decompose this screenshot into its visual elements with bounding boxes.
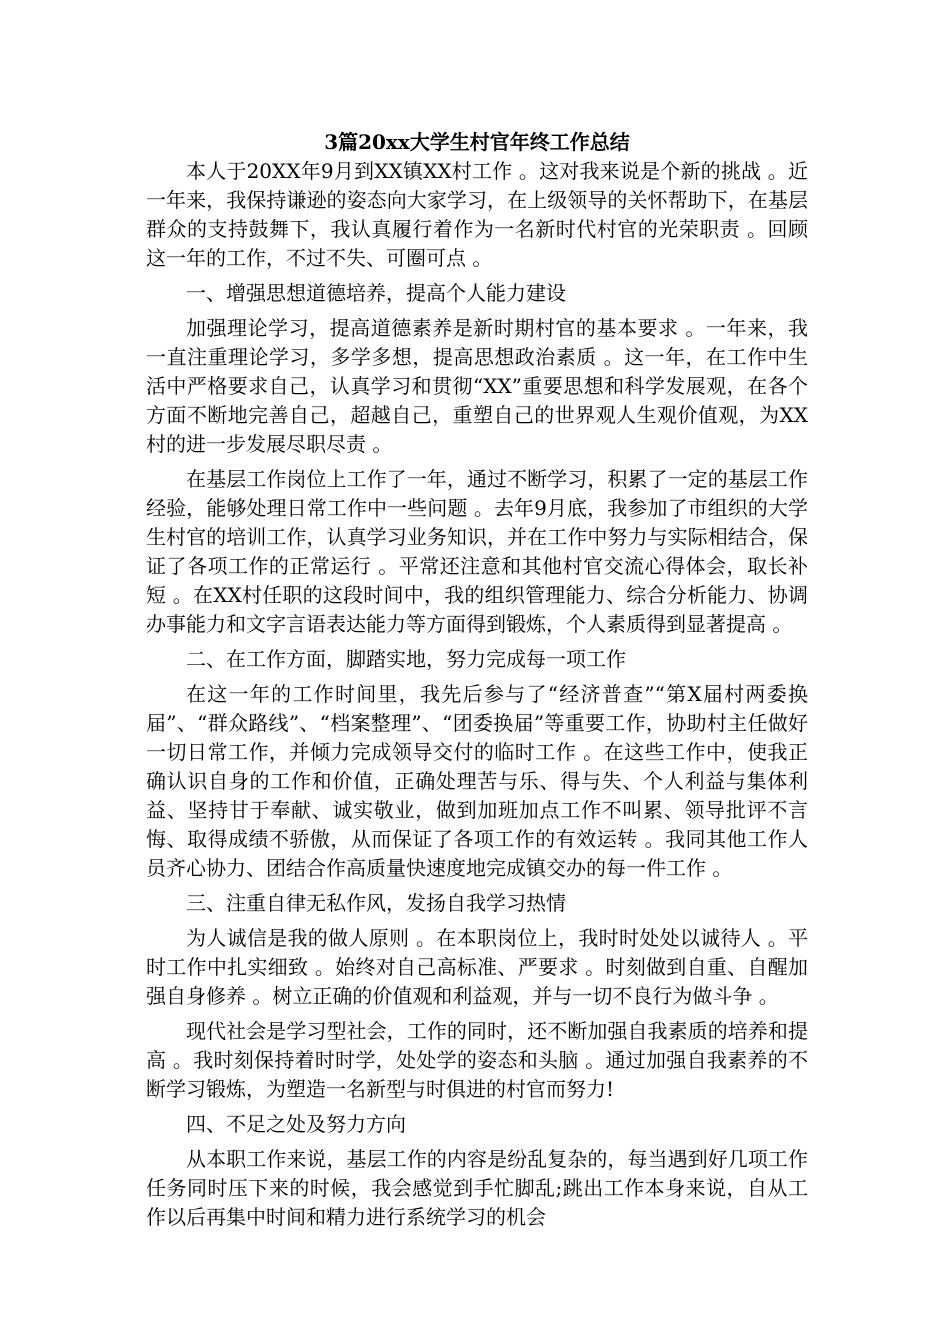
section-heading-3: 三、注重自律无私作风，发扬自我学习热情 bbox=[186, 891, 566, 915]
body-paragraph: 在基层工作岗位上工作了一年，通过不断学习，积累了一定的基层工作经验，能够处理日常工作中一些问题 。去年9月底，我参加了市组织的大学生村官的培训工作，认真学习业务知识，并在工作中努力与实际相结合，保证了各项工作的正常运行 。平常还注意和其他村官交流心得体会，取长补短 。在XX村任职的这段时间中，我的组织管理能力、综合分析能力、协调办事能力和文字言语表达能力等方面得到锻炼，个人素质得到显著提高 。 bbox=[146, 467, 808, 636]
section-heading-1: 一、增强思想道德培养，提高个人能力建设 bbox=[186, 281, 566, 305]
body-paragraph: 从本职工作来说，基层工作的内容是纷乱复杂的，每当遇到好几项工作任务同时压下来的时候，我会感觉到手忙脚乱;跳出工作本身来说，自从工作以后再集中时间和精力进行系统学习的机会 bbox=[146, 1147, 808, 1229]
intro-paragraph: 本人于20XX年9月到XX镇XX村工作 。这对我来说是个新的挑战 。近一年来，我保持谦逊的姿态向大家学习，在上级领导的关怀帮助下，在基层群众的支持鼓舞下，我认真履行着作为一名新时代村官的光荣职责 。回顾这一年的工作，不过不失、可圈可点 。 bbox=[146, 159, 808, 270]
section-heading-2: 二、在工作方面，脚踏实地，努力完成每一项工作 bbox=[186, 647, 626, 671]
document-title: 3篇20xx大学生村官年终工作总结 bbox=[324, 130, 630, 154]
section-heading-4: 四、不足之处及努力方向 bbox=[186, 1112, 406, 1136]
document-body bbox=[146, 128, 808, 1232]
body-paragraph: 在这一年的工作时间里，我先后参与了“经济普查”“第X届村两委换届”、“群众路线”、“档案整理”、“团委换届”等重要工作，协助村主任做好一切日常工作，并倾力完成领导交付的临时工作 。在这些工作中，使我正确认识自身的工作和价值，正确处理苦与乐、得与失、个人利益与集体利益、坚持甘于奉献、诚实敬业，做到加班加点工作不叫累、领导批评不言悔、取得成绩不骄傲，从而保证了各项工作的有效运转 。我同其他工作人员齐心协力、团结合作高质量快速度地完成镇交办的每一件工作 。 bbox=[146, 682, 808, 880]
body-paragraph: 为人诚信是我的做人原则 。在本职岗位上，我时时处处以诚待人 。平时工作中扎实细致 。始终对自己高标准、严要求 。时刻做到自重、自醒加强自身修养 。树立正确的价值观和利益观，并与一切不良行为做斗争 。 bbox=[146, 926, 808, 1008]
body-paragraph: 现代社会是学习型社会，工作的同时，还不断加强自我素质的培养和提高 。我时刻保持着时时学，处处学的姿态和头脑 。通过加强自我素养的不断学习锻炼，为塑造一名新型与时俱进的村官而努力! bbox=[146, 1019, 808, 1101]
body-paragraph: 加强理论学习，提高道德素养是新时期村官的基本要求 。一年来，我一直注重理论学习，多学多想，提高思想政治素质 。这一年，在工作中生活中严格要求自己，认真学习和贯彻“XX”重要思想和科学发展观，在各个方面不断地完善自己，超越自己，重塑自己的世界观人生观价值观，为XX村的进一步发展尽职尽责 。 bbox=[146, 316, 808, 456]
